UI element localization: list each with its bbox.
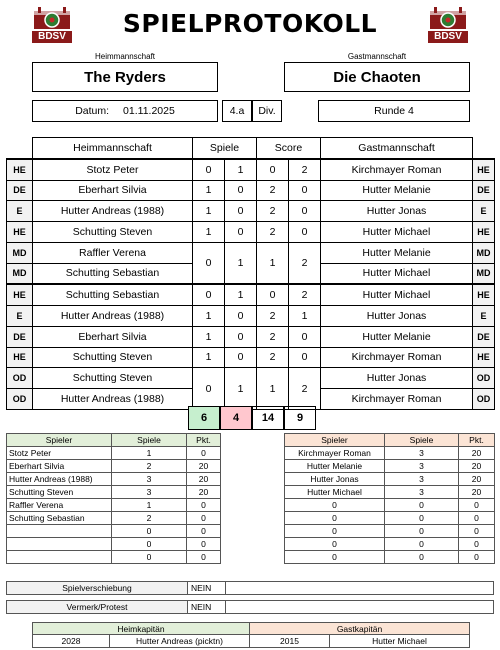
left-code: MD: [7, 263, 33, 284]
guest-player: Hutter Michael: [321, 284, 473, 305]
guest-player: Hutter Jonas: [321, 306, 473, 327]
player-games: 0: [385, 551, 459, 564]
right-code: E: [473, 201, 495, 222]
player-name: [7, 538, 112, 551]
player-points: 0: [187, 512, 221, 525]
right-code: DE: [473, 326, 495, 347]
home-player: Hutter Andreas (1988): [33, 306, 193, 327]
player-games: 0: [112, 551, 187, 564]
player-name: Hutter Michael: [285, 486, 385, 499]
right-code: MD: [473, 263, 495, 284]
player-points: 0: [459, 538, 495, 551]
home-player: Stotz Peter: [33, 159, 193, 180]
logo-text: BDSV: [32, 31, 72, 43]
player-points: 20: [459, 486, 495, 499]
header-guest: Gastmannschaft: [321, 138, 473, 159]
home-score: 0: [257, 159, 289, 180]
player-name: Kirchmayer Roman: [285, 447, 385, 460]
right-code: HE: [473, 222, 495, 243]
col-points: Pkt.: [459, 434, 495, 447]
player-games: 3: [385, 473, 459, 486]
total-home-games: 6: [188, 406, 220, 430]
player-points: 20: [459, 447, 495, 460]
player-games: 1: [112, 499, 187, 512]
guest-player: Hutter Melanie: [321, 326, 473, 347]
blank-cell: [7, 138, 33, 159]
col-player: Spieler: [7, 434, 112, 447]
match-row: [7, 242, 495, 263]
home-player: Eberhart Silvia: [33, 180, 193, 201]
player-games: 0: [385, 525, 459, 538]
player-games: 0: [385, 512, 459, 525]
protest-value: NEIN: [188, 600, 226, 614]
page-title: SPIELPROTOKOLL: [122, 8, 378, 38]
col-games: Spiele: [112, 434, 187, 447]
dartboard-logo-icon: [426, 5, 470, 31]
home-player: Schutting Sebastian: [33, 263, 193, 284]
home-players-header: [7, 434, 221, 447]
home-games: 1: [193, 222, 225, 243]
player-games: 0: [112, 538, 187, 551]
col-player: Spieler: [285, 434, 385, 447]
guest-games: 0: [225, 347, 257, 368]
left-code: MD: [7, 242, 33, 263]
postpone-row: [6, 581, 494, 595]
player-games: 2: [112, 512, 187, 525]
home-player-row: [7, 512, 221, 525]
player-games: 2: [112, 460, 187, 473]
guest-player-row: [285, 538, 495, 551]
guest-score: 2: [289, 242, 321, 284]
player-points: 0: [459, 551, 495, 564]
home-player: Schutting Sebastian: [33, 284, 193, 305]
player-points: 0: [187, 538, 221, 551]
left-code: HE: [7, 159, 33, 180]
captains-block: [32, 622, 470, 648]
division-box: Div.: [252, 100, 282, 122]
home-games: 0: [193, 368, 225, 410]
home-games: 1: [193, 306, 225, 327]
guest-score: 0: [289, 201, 321, 222]
match-row: [7, 347, 495, 368]
guest-team-name: Die Chaoten: [284, 62, 470, 92]
guest-games: 0: [225, 180, 257, 201]
home-team-label: Heimmannschaft: [94, 51, 156, 61]
home-score: 1: [257, 242, 289, 284]
header-score: Score: [257, 138, 321, 159]
player-games: 1: [112, 447, 187, 460]
guest-games: 1: [225, 242, 257, 284]
guest-captain-name: Hutter Michael: [330, 635, 470, 648]
guest-score: 2: [289, 284, 321, 305]
guest-score: 0: [289, 222, 321, 243]
player-games: 3: [385, 447, 459, 460]
guest-games: 1: [225, 159, 257, 180]
header-home: Heimmannschaft: [33, 138, 193, 159]
home-player: Schutting Steven: [33, 368, 193, 389]
blank-cell: [473, 138, 495, 159]
left-code: OD: [7, 389, 33, 410]
player-points: 0: [459, 499, 495, 512]
home-score: 2: [257, 222, 289, 243]
guest-games: 0: [225, 201, 257, 222]
home-player-row: [7, 499, 221, 512]
left-code: DE: [7, 180, 33, 201]
total-guest-score: 9: [284, 406, 316, 430]
match-row: [7, 180, 495, 201]
player-name: 0: [285, 551, 385, 564]
header-games: Spiele: [193, 138, 257, 159]
league-box: 4.a: [222, 100, 252, 122]
home-player-row: [7, 525, 221, 538]
player-name: Hutter Melanie: [285, 460, 385, 473]
home-captain-label: Heimkapitän: [32, 622, 250, 635]
left-code: E: [7, 201, 33, 222]
home-score: 0: [257, 284, 289, 305]
player-points: 0: [459, 525, 495, 538]
home-player-row: [7, 538, 221, 551]
home-games: 1: [193, 326, 225, 347]
guest-team-label: Gastmannschaft: [347, 51, 407, 61]
guest-player: Hutter Jonas: [321, 201, 473, 222]
postpone-value: NEIN: [188, 581, 226, 595]
player-name: Hutter Jonas: [285, 473, 385, 486]
postpone-note: [226, 581, 494, 595]
player-name: Hutter Andreas (1988): [7, 473, 112, 486]
player-points: 0: [187, 447, 221, 460]
guest-player: Hutter Melanie: [321, 242, 473, 263]
match-row: [7, 326, 495, 347]
postpone-label: Spielverschiebung: [6, 581, 188, 595]
guest-games: 0: [225, 326, 257, 347]
right-code: MD: [473, 242, 495, 263]
player-points: 20: [187, 460, 221, 473]
guest-player: Hutter Melanie: [321, 180, 473, 201]
home-player-row: [7, 486, 221, 499]
match-table: [6, 137, 495, 410]
home-player: Eberhart Silvia: [33, 326, 193, 347]
guest-player-row: [285, 525, 495, 538]
home-player-row: [7, 460, 221, 473]
guest-player-row: [285, 512, 495, 525]
logo-text: BDSV: [428, 31, 468, 43]
match-row: [7, 201, 495, 222]
guest-player-row: [285, 499, 495, 512]
left-code: HE: [7, 347, 33, 368]
guest-player: Hutter Michael: [321, 222, 473, 243]
logo-left: [30, 5, 74, 45]
player-name: 0: [285, 499, 385, 512]
player-name: 0: [285, 538, 385, 551]
left-code: OD: [7, 368, 33, 389]
home-games: 0: [193, 159, 225, 180]
logo-right: [426, 5, 470, 45]
player-name: Schutting Sebastian: [7, 512, 112, 525]
guest-player-row: [285, 551, 495, 564]
home-player: Schutting Steven: [33, 347, 193, 368]
left-code: DE: [7, 326, 33, 347]
guest-player-row: [285, 460, 495, 473]
home-player-row: [7, 447, 221, 460]
player-points: 20: [459, 460, 495, 473]
total-home-score: 14: [252, 406, 284, 430]
protest-label: Vermerk/Protest: [6, 600, 188, 614]
home-players-table: [6, 433, 221, 564]
player-name: Raffler Verena: [7, 499, 112, 512]
player-points: 20: [187, 473, 221, 486]
left-code: HE: [7, 222, 33, 243]
home-captain-id: 2028: [32, 635, 110, 648]
player-name: 0: [285, 512, 385, 525]
left-code: HE: [7, 284, 33, 305]
player-games: 0: [112, 525, 187, 538]
guest-score: 2: [289, 159, 321, 180]
guest-player-row: [285, 447, 495, 460]
player-points: 0: [187, 551, 221, 564]
right-code: DE: [473, 180, 495, 201]
home-score: 2: [257, 201, 289, 222]
guest-games: 1: [225, 284, 257, 305]
right-code: HE: [473, 159, 495, 180]
home-player: Raffler Verena: [33, 242, 193, 263]
player-name: Eberhart Silvia: [7, 460, 112, 473]
home-score: 1: [257, 368, 289, 410]
guest-player: Hutter Michael: [321, 263, 473, 284]
guest-player: Hutter Jonas: [321, 368, 473, 389]
protest-note: [226, 600, 494, 614]
player-name: [7, 525, 112, 538]
date-label: Datum:: [75, 105, 110, 117]
match-row: [7, 284, 495, 305]
player-points: 20: [187, 486, 221, 499]
home-games: 1: [193, 347, 225, 368]
player-name: 0: [285, 525, 385, 538]
guest-games: 0: [225, 306, 257, 327]
home-player: Schutting Steven: [33, 222, 193, 243]
total-guest-games: 4: [220, 406, 252, 430]
player-points: 0: [187, 525, 221, 538]
guest-captain-label: Gastkapitän: [250, 622, 470, 635]
round-box: Runde 4: [318, 100, 470, 122]
guest-player: Kirchmayer Roman: [321, 159, 473, 180]
home-player-row: [7, 551, 221, 564]
home-games: 0: [193, 242, 225, 284]
player-points: 0: [459, 512, 495, 525]
player-name: Schutting Steven: [7, 486, 112, 499]
guest-games: 1: [225, 368, 257, 410]
totals-row: [188, 406, 316, 428]
dartboard-logo-icon: [30, 5, 74, 31]
guest-players-header: [285, 434, 495, 447]
right-code: E: [473, 306, 495, 327]
match-row: [7, 222, 495, 243]
right-code: OD: [473, 368, 495, 389]
home-team-name: The Ryders: [32, 62, 218, 92]
guest-player-row: [285, 486, 495, 499]
home-player: Hutter Andreas (1988): [33, 201, 193, 222]
player-games: 0: [385, 499, 459, 512]
player-points: 20: [459, 473, 495, 486]
guest-captain-id: 2015: [250, 635, 330, 648]
player-name: Stotz Peter: [7, 447, 112, 460]
home-score: 2: [257, 326, 289, 347]
guest-player: Kirchmayer Roman: [321, 347, 473, 368]
match-row: [7, 306, 495, 327]
home-score: 2: [257, 180, 289, 201]
guest-player: Kirchmayer Roman: [321, 389, 473, 410]
col-points: Pkt.: [187, 434, 221, 447]
left-code: E: [7, 306, 33, 327]
right-code: HE: [473, 347, 495, 368]
home-score: 2: [257, 306, 289, 327]
player-name: [7, 551, 112, 564]
protest-row: [6, 600, 494, 614]
col-games: Spiele: [385, 434, 459, 447]
home-player: Hutter Andreas (1988): [33, 389, 193, 410]
player-games: 3: [112, 473, 187, 486]
guest-score: 0: [289, 347, 321, 368]
right-code: OD: [473, 389, 495, 410]
match-table-header: [7, 138, 495, 159]
home-games: 1: [193, 201, 225, 222]
guest-score: 0: [289, 326, 321, 347]
home-player-row: [7, 473, 221, 486]
right-code: HE: [473, 284, 495, 305]
guest-games: 0: [225, 222, 257, 243]
guest-score: 1: [289, 306, 321, 327]
date-value: 01.11.2025: [123, 105, 175, 117]
home-score: 2: [257, 347, 289, 368]
player-points: 0: [187, 499, 221, 512]
player-games: 0: [385, 538, 459, 551]
player-games: 3: [385, 460, 459, 473]
match-row: [7, 159, 495, 180]
match-row: [7, 368, 495, 389]
guest-score: 0: [289, 180, 321, 201]
player-games: 3: [385, 486, 459, 499]
home-captain-name: Hutter Andreas (picktn): [110, 635, 250, 648]
home-games: 1: [193, 180, 225, 201]
date-box: [32, 100, 218, 122]
guest-score: 2: [289, 368, 321, 410]
player-games: 3: [112, 486, 187, 499]
home-games: 0: [193, 284, 225, 305]
guest-player-row: [285, 473, 495, 486]
guest-players-table: [284, 433, 495, 564]
